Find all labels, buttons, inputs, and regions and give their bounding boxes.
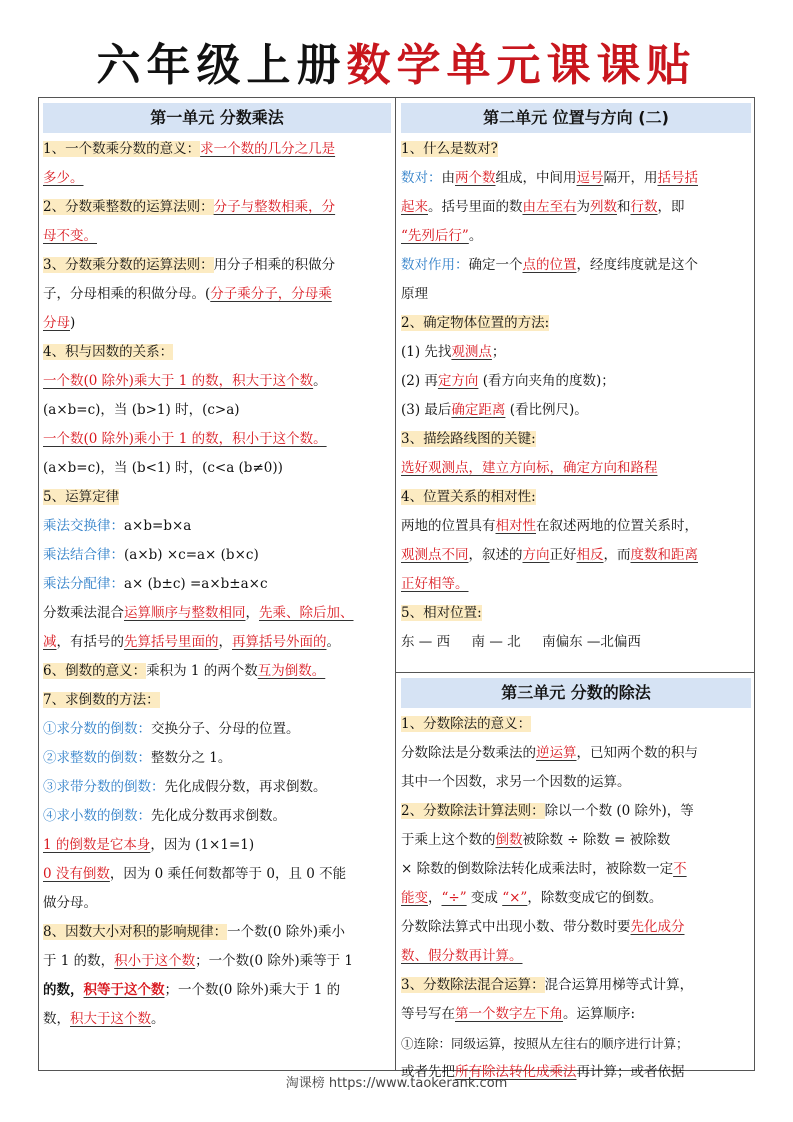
- key-text: 1 的倒数是它本身: [43, 837, 151, 853]
- body-text: ，因为 0 乘任何数都等于 0，且 0 不能: [109, 866, 347, 882]
- key-text: 所有除法转化成乘法: [455, 1064, 577, 1080]
- text-line: [43, 251, 391, 280]
- text-line: [43, 976, 391, 1005]
- body-text: 分数除法算式中出现小数、带分数时要: [401, 919, 631, 935]
- point-label: 2、分数除法计算法则：: [401, 803, 545, 819]
- body-text: 变成: [466, 890, 503, 906]
- body-text: ，除数变成它的倒数。: [527, 890, 663, 906]
- body-text: ): [70, 315, 76, 331]
- text-line: [43, 918, 391, 947]
- law-label: 乘法交换律：: [43, 518, 124, 534]
- title-part-red: 数学单元课课贴: [346, 40, 697, 91]
- body-text: 除以一个数 (0 除外)，等: [544, 803, 694, 819]
- text-line: [43, 425, 391, 454]
- body-text: 于乘上这个数的: [401, 832, 496, 848]
- key-text: 分子乘分子，分母乘: [210, 286, 332, 302]
- key-text: 第一个数字左下角: [455, 1006, 563, 1022]
- text-line: [401, 222, 751, 251]
- body-text: 。: [468, 228, 483, 244]
- key-text: 点的位置: [522, 257, 577, 273]
- text-line: [401, 826, 751, 855]
- body-text: 用分子相乘的积做分: [213, 257, 336, 273]
- body-text: 混合运算用梯等式计算，: [544, 977, 694, 993]
- body-text: 。: [326, 634, 340, 650]
- body-text: ，而: [603, 547, 631, 563]
- text-line: [43, 715, 391, 744]
- key-text: 先化成分: [630, 919, 685, 935]
- body-text: ，叙述的: [468, 547, 523, 563]
- unit1-section: [43, 103, 391, 1034]
- text-line: [401, 338, 751, 367]
- body-text: ，: [245, 605, 259, 621]
- body-text: ，: [218, 634, 232, 650]
- key-text: 分母: [43, 315, 70, 331]
- formula: a×b=b×a: [124, 518, 192, 534]
- text-line: 原理: [401, 286, 428, 302]
- body-text: ；一个数(0 除外)乘等于 1: [195, 953, 353, 969]
- text-line: [401, 483, 751, 512]
- body-text: 。: [313, 373, 327, 389]
- footer-watermark: 淘课榜 https://www.taokerank.com: [285, 1076, 508, 1091]
- text-line: [43, 947, 391, 976]
- key-text: 不: [673, 861, 687, 877]
- body-text: × 除数的倒数除法转化成乘法时，被除数一定: [401, 861, 674, 877]
- page-title: [0, 36, 793, 96]
- method-label: ①求分数的倒数：: [43, 721, 151, 737]
- key-text: 互为倒数。: [257, 663, 326, 679]
- text-line: [401, 251, 751, 280]
- key-text: 减: [43, 634, 57, 650]
- text-line: [401, 797, 751, 826]
- text-line: 东 — 西 南 — 北 南偏东 —北偏西: [401, 634, 641, 650]
- point-label: 5、相对位置:: [401, 605, 482, 621]
- text-line: [401, 971, 751, 1000]
- key-text: 起来: [401, 199, 428, 215]
- point-label: 2、确定物体位置的方法:: [401, 315, 550, 331]
- text-line: [401, 710, 751, 739]
- text-line: ①连除：同级运算，按照从左往右的顺序进行计算；: [401, 1036, 689, 1051]
- point-label: 4、积与因数的关系：: [43, 344, 174, 360]
- text-line: (a×b=c)，当 (b<1) 时，(c<a (b≠0)): [43, 460, 283, 476]
- key-text: “先列后行”: [401, 228, 469, 244]
- text-line: [43, 831, 391, 860]
- key-text: 相反: [576, 547, 604, 563]
- point-label: 1、什么是数对?: [401, 141, 498, 157]
- body-text: 组成，中间用: [495, 170, 577, 186]
- key-text: 先算括号里面的: [124, 634, 219, 650]
- body-text: 的数，: [43, 982, 84, 998]
- body-text: 分数乘法混合: [43, 605, 124, 621]
- text-line: [43, 802, 391, 831]
- text-line: 其中一个因数，求另一个因数的运算。: [401, 774, 631, 790]
- text-line: [43, 599, 391, 628]
- body-text: 为: [576, 199, 590, 215]
- text-line: [401, 855, 751, 884]
- body-text: 整数分之 1。: [151, 750, 232, 766]
- term-label: 数对：: [401, 170, 442, 186]
- key-text: 积等于这个数: [83, 982, 165, 998]
- point-label: 3、分数除法混合运算：: [401, 977, 545, 993]
- key-text: 一个数(0 除外)乘大于 1 的数，积大于这个数: [43, 373, 314, 389]
- key-text: 选好观测点，建立方向标，确定方向和路程: [401, 460, 658, 476]
- text-line: [43, 686, 391, 715]
- unit2-section: [401, 103, 751, 657]
- term-label: 数对作用：: [401, 257, 469, 273]
- body-text: (3) 最后: [401, 402, 452, 418]
- text-line: [43, 1005, 391, 1034]
- text-line: [401, 454, 751, 483]
- key-text: 运算顺序与整数相同: [124, 605, 246, 621]
- body-text: ，经度纬度就是这个: [576, 257, 698, 273]
- text-line: [401, 425, 751, 454]
- body-text: 确定一个: [468, 257, 523, 273]
- text-line: [43, 367, 391, 396]
- unit1-header: 第一单元 分数乘法: [43, 103, 391, 133]
- formula: a× (b±c) =a×b±a×c: [124, 576, 268, 592]
- body-text: 和: [617, 199, 631, 215]
- column-divider: [395, 97, 396, 1071]
- body-text: 被除数 ÷ 除数 = 被除数: [522, 832, 671, 848]
- body-text: 。: [151, 1011, 165, 1027]
- section-divider: [396, 672, 755, 673]
- key-text: 积大于这个数: [70, 1011, 151, 1027]
- text-line: 做分母。: [43, 895, 97, 911]
- body-text: 等号写在: [401, 1006, 455, 1022]
- key-text: 度数和距离: [630, 547, 698, 563]
- text-line: [43, 570, 391, 599]
- body-text: ，有括号的: [56, 634, 124, 650]
- key-text: 确定距离: [451, 402, 506, 418]
- key-text: 观测点不同: [401, 547, 469, 563]
- text-line: [43, 222, 391, 251]
- text-line: [43, 135, 391, 164]
- body-text: 子，分母相乘的积做分母。(: [43, 286, 211, 302]
- key-text: 相对性: [495, 518, 536, 534]
- key-text: 倒数: [495, 832, 523, 848]
- text-line: [401, 942, 751, 971]
- law-label: 乘法分配律：: [43, 576, 124, 592]
- body-text: 正好: [549, 547, 577, 563]
- body-text: ，即: [657, 199, 685, 215]
- key-text: 求一个数的几分之几是: [200, 141, 336, 157]
- text-line: [401, 913, 751, 942]
- body-text: (2) 再: [401, 373, 438, 389]
- text-line: [43, 483, 391, 512]
- key-text: 再算括号外面的: [232, 634, 327, 650]
- body-text: 分数除法是分数乘法的: [401, 745, 536, 761]
- key-text: 观测点: [451, 344, 492, 360]
- text-line: [401, 599, 751, 628]
- point-label: 1、分数除法的意义：: [401, 716, 532, 732]
- point-label: 2、分数乘整数的运算法则：: [43, 199, 214, 215]
- key-text: 多少。: [43, 170, 84, 186]
- text-line: [401, 193, 751, 222]
- text-line: [43, 338, 391, 367]
- text-line: [43, 744, 391, 773]
- text-line: [43, 773, 391, 802]
- key-text: 母不变。: [43, 228, 97, 244]
- text-line: [43, 193, 391, 222]
- unit3-section: [401, 678, 751, 1087]
- body-text: 两地的位置具有: [401, 518, 496, 534]
- body-text: 于 1 的数，: [43, 953, 115, 969]
- text-line: [401, 1000, 751, 1029]
- title-part-black: 六年级上册: [96, 40, 347, 91]
- body-text: 数，: [43, 1011, 70, 1027]
- method-label: ③求带分数的倒数：: [43, 779, 165, 795]
- body-text: ，因为 (1×1=1): [150, 837, 255, 853]
- key-text: 0 没有倒数: [43, 866, 110, 882]
- body-text: 。括号里面的数: [428, 199, 523, 215]
- body-text: 一个数(0 除外)乘小: [227, 924, 346, 940]
- body-text: (看方向夹角的度数)；: [478, 373, 615, 389]
- body-text: 或者先把: [401, 1064, 455, 1080]
- key-text: 逆运算: [536, 745, 577, 761]
- text-line: [401, 541, 751, 570]
- point-label: 7、求倒数的方法：: [43, 692, 160, 708]
- key-text: 方向: [522, 547, 550, 563]
- body-text: 乘积为 1 的两个数: [146, 663, 258, 679]
- point-label: 8、因数大小对积的影响规律：: [43, 924, 228, 940]
- text-line: [401, 396, 751, 425]
- body-text: 隔开，用: [603, 170, 658, 186]
- text-line: [401, 884, 751, 913]
- body-text: 交换分子、分母的位置。: [151, 721, 300, 737]
- key-text: 正好相等。: [401, 576, 469, 592]
- text-line: [401, 164, 751, 193]
- text-line: [43, 541, 391, 570]
- body-text: 。运算顺序:: [563, 1006, 636, 1022]
- key-text: 先乘、除后加、: [259, 605, 354, 621]
- text-line: [401, 739, 751, 768]
- key-text: 行数: [630, 199, 658, 215]
- point-label: 3、分数乘分数的运算法则：: [43, 257, 214, 273]
- body-text: 在叙述两地的位置关系时，: [536, 518, 698, 534]
- key-text: 由左至右: [522, 199, 577, 215]
- law-label: 乘法结合律：: [43, 547, 124, 563]
- text-line: [401, 367, 751, 396]
- text-line: [401, 309, 751, 338]
- body-text: ；: [491, 344, 506, 360]
- key-text: “×”: [502, 890, 528, 906]
- unit2-header: 第二单元 位置与方向 (二): [401, 103, 751, 133]
- formula: (a×b) ×c=a× (b×c): [124, 547, 259, 563]
- key-text: 积小于这个数: [114, 953, 196, 969]
- body-text: (1) 先找: [401, 344, 452, 360]
- point-label: 3、描绘路线图的关键:: [401, 431, 536, 447]
- key-text: “÷”: [441, 890, 467, 906]
- body-text: (看比例尺)。: [505, 402, 588, 418]
- key-text: 括号括: [657, 170, 698, 186]
- text-line: [43, 309, 391, 338]
- key-text: 两个数: [455, 170, 496, 186]
- body-text: 再计算；或者依据: [576, 1064, 685, 1080]
- method-label: ②求整数的倒数：: [43, 750, 151, 766]
- unit3-header: 第三单元 分数的除法: [401, 678, 751, 708]
- text-line: [43, 164, 391, 193]
- text-line: [43, 860, 391, 889]
- body-text: 由: [441, 170, 455, 186]
- body-text: ；一个数(0 除外)乘大于 1 的: [164, 982, 341, 998]
- body-text: ，已知两个数的积与: [576, 745, 698, 761]
- point-label: 4、位置关系的相对性:: [401, 489, 536, 505]
- point-label: 1、一个数乘分数的意义：: [43, 141, 201, 157]
- key-text: 数、假分数再计算。: [401, 948, 523, 964]
- point-label: 5、运算定律: [43, 489, 120, 505]
- key-text: 分子与整数相乘，分: [213, 199, 336, 215]
- point-label: 6、倒数的意义：: [43, 663, 147, 679]
- text-line: [43, 280, 391, 309]
- text-line: (a×b=c)，当 (b>1) 时，(c>a): [43, 402, 240, 418]
- key-text: 能变: [401, 890, 428, 906]
- key-text: 逗号: [576, 170, 604, 186]
- text-line: [43, 512, 391, 541]
- body-text: 先化成分数再求倒数。: [151, 808, 286, 824]
- text-line: [43, 628, 391, 657]
- method-label: ④求小数的倒数：: [43, 808, 151, 824]
- text-line: [401, 512, 751, 541]
- text-line: [43, 657, 391, 686]
- key-text: 定方向: [437, 373, 479, 389]
- body-text: 先化成假分数，再求倒数。: [164, 779, 327, 795]
- key-text: 一个数(0 除外)乘小于 1 的数，积小于这个数。: [43, 431, 327, 447]
- text-line: [401, 135, 751, 164]
- text-line: [401, 570, 751, 599]
- body-text: ，: [428, 890, 442, 906]
- key-text: 列数: [590, 199, 617, 215]
